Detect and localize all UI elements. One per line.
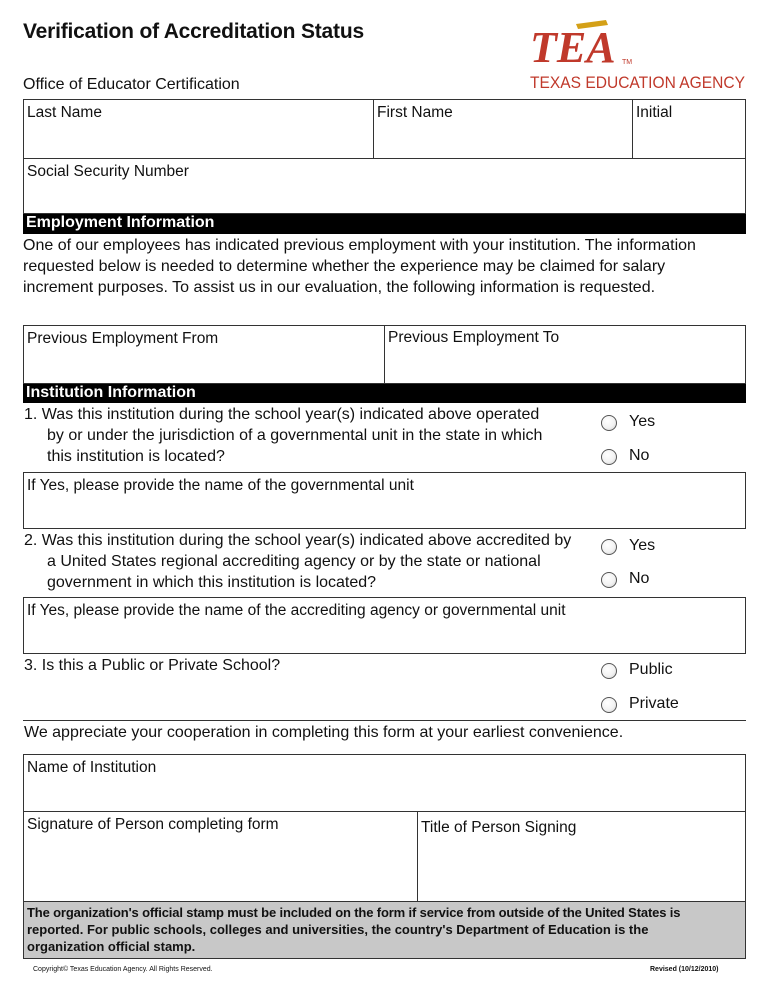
- employment-line: One of our employees has indicated previous employment with your institution. The information: [23, 237, 696, 254]
- question-1-line: 1. Was this institution during the school year(s) indicated above operated: [24, 406, 540, 423]
- first-name-label: First Name: [377, 104, 453, 121]
- question-1-line: by or under the jurisdiction of a governmental unit in the state in which: [47, 427, 543, 444]
- prev-to-field[interactable]: [385, 325, 746, 384]
- q1-yes-label: Yes: [629, 413, 656, 430]
- employment-line: requested below is needed to determine whether the experience may be claimed for salary: [23, 258, 666, 275]
- q2-no-label: No: [629, 570, 650, 587]
- q2-yes-label: Yes: [629, 537, 656, 554]
- institution-name-field[interactable]: [23, 754, 746, 812]
- title-signing-field[interactable]: [417, 811, 746, 902]
- agency-label: If Yes, please provide the name of the accrediting agency or governmental unit: [27, 602, 566, 619]
- ssn-label: Social Security Number: [27, 163, 189, 180]
- question-2-line: a United States regional accrediting agency or by the state or national: [47, 553, 541, 570]
- question-1-line: this institution is located?: [47, 448, 225, 465]
- private-label: Private: [629, 695, 679, 712]
- question-2-line: 2. Was this institution during the school year(s) indicated above accredited by: [24, 532, 572, 549]
- page-title: Verification of Accreditation Status: [23, 20, 364, 43]
- initial-label: Initial: [636, 104, 673, 121]
- first-name-field[interactable]: [373, 99, 633, 159]
- q1-yes-radio[interactable]: [601, 415, 617, 431]
- last-name-label: Last Name: [27, 104, 102, 121]
- tea-logo-graphic: [528, 18, 748, 98]
- q1-no-label: No: [629, 447, 650, 464]
- logo-letters: TEA: [530, 23, 616, 72]
- logo-tm: TM: [622, 59, 633, 66]
- prev-from-label: Previous Employment From: [27, 330, 219, 347]
- gov-unit-field[interactable]: [23, 472, 746, 529]
- private-radio[interactable]: [601, 697, 617, 713]
- question-2: [24, 530, 604, 593]
- signature-field[interactable]: [23, 811, 418, 902]
- gov-unit-label: If Yes, please provide the name of the governmental unit: [27, 477, 414, 494]
- stamp-notice-line: organization official stamp.: [27, 939, 196, 954]
- office-name: Office of Educator Certification: [23, 76, 240, 93]
- q2-no-radio[interactable]: [601, 572, 617, 588]
- institution-name-label: Name of Institution: [27, 759, 157, 776]
- question-2-line: government in which this institution is located?: [47, 574, 377, 591]
- question-1: [24, 404, 604, 467]
- q1-no-radio[interactable]: [601, 449, 617, 465]
- last-name-field[interactable]: [23, 99, 374, 159]
- employment-text: [23, 235, 748, 298]
- title-signing-label: Title of Person Signing: [421, 819, 577, 836]
- prev-from-field[interactable]: [23, 325, 385, 384]
- revised-date: Revised (10/12/2010): [650, 966, 719, 973]
- initial-field[interactable]: [632, 99, 746, 159]
- q2-yes-radio[interactable]: [601, 539, 617, 555]
- agency-field[interactable]: [23, 597, 746, 654]
- question-3: 3. Is this a Public or Private School?: [24, 657, 281, 674]
- signature-label: Signature of Person completing form: [27, 816, 279, 833]
- stamp-notice: [23, 901, 746, 959]
- employment-line: increment purposes. To assist us in our evaluation, the following information is requested.: [23, 279, 656, 296]
- logo-agency-name: TEXAS EDUCATION AGENCY: [530, 73, 745, 92]
- stamp-notice-line: The organization's official stamp must be included on the form if service from outside of the United States is: [27, 905, 681, 920]
- prev-to-label: Previous Employment To: [388, 329, 560, 346]
- stamp-notice-line: reported. For public schools, colleges and universities, the country's Department of Education is the: [27, 922, 649, 937]
- copyright: Copyright© Texas Education Agency. All Rights Reserved.: [33, 966, 213, 973]
- closing-divider: [23, 720, 746, 721]
- public-radio[interactable]: [601, 663, 617, 679]
- ssn-field[interactable]: [23, 158, 746, 214]
- closing-text: We appreciate your cooperation in completing this form at your earliest convenience.: [24, 724, 624, 741]
- institution-heading: Institution Information: [23, 384, 746, 403]
- tea-logo: [528, 18, 748, 98]
- public-label: Public: [629, 661, 673, 678]
- employment-heading: Employment Information: [23, 214, 746, 234]
